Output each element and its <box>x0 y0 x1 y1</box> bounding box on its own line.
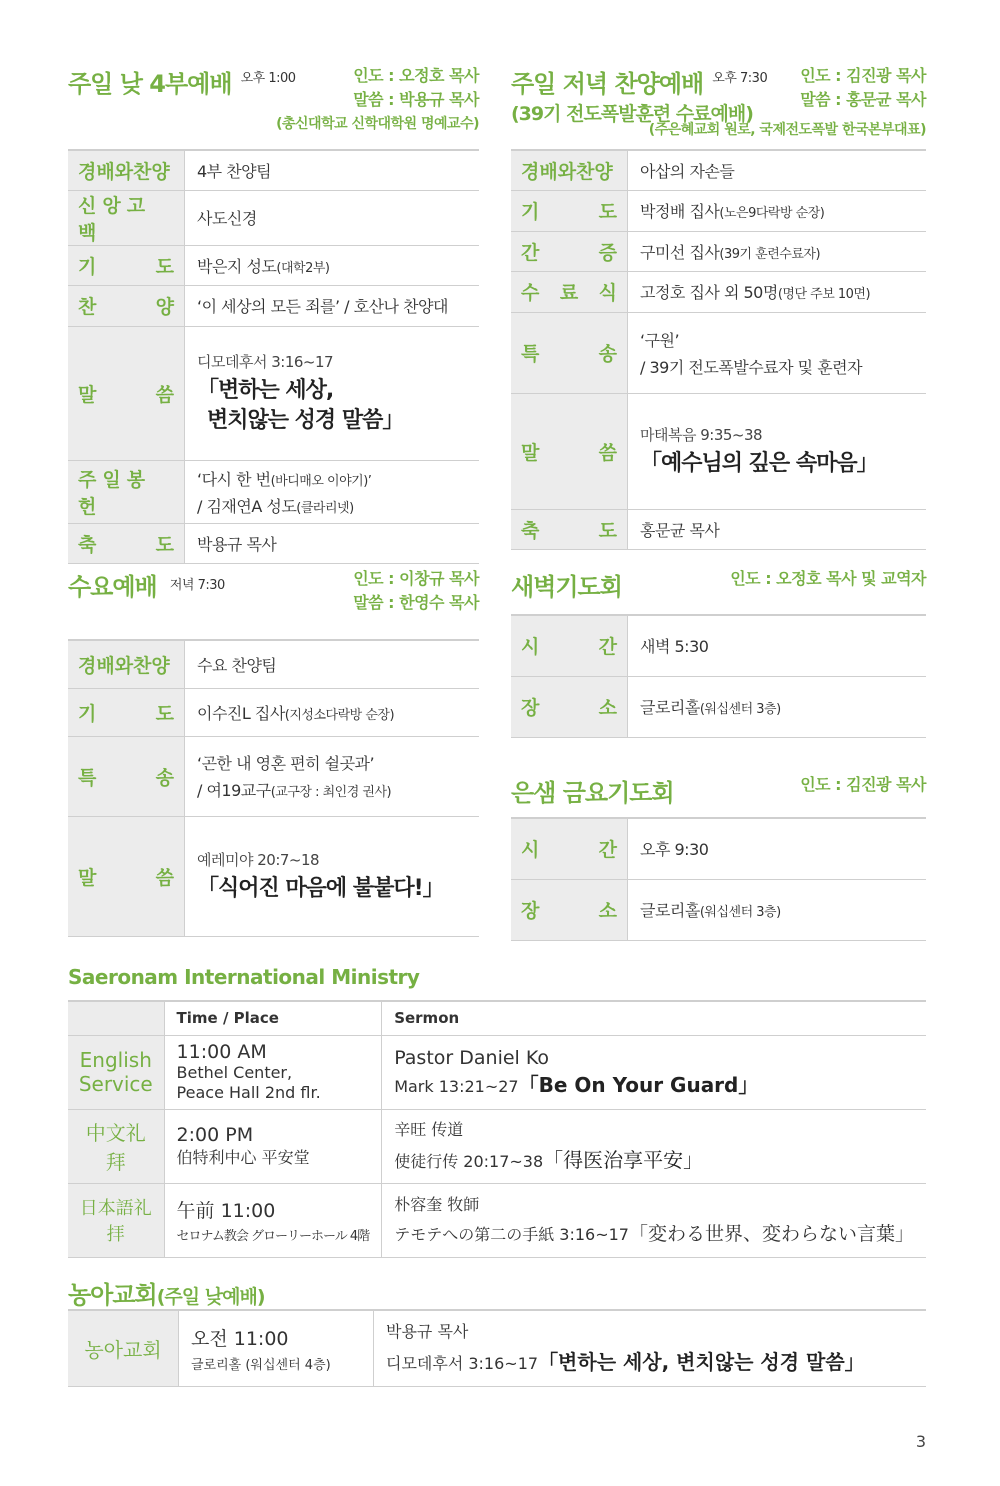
row-label: 경배와찬양 <box>511 150 628 190</box>
row-value: 박용규 목사 <box>185 523 480 563</box>
table-row <box>68 816 479 936</box>
table-row <box>68 190 479 245</box>
friday-table <box>511 817 926 941</box>
sermon-cell: 辛旺 传道 使徒行传 20:17~38「得医治享平安」 <box>382 1109 926 1183</box>
sermon-cell: Pastor Daniel Ko Mark 13:21~27「Be On Your Guard」 <box>382 1035 926 1109</box>
row-label: 기 도 <box>68 245 185 285</box>
sermon-ref: 디모데후서 3:16~17 <box>197 352 334 371</box>
deaf-table <box>68 1309 926 1387</box>
sunday4-info <box>276 64 479 136</box>
dawn-leader: 인도 : 오정호 목사 및 교역자 <box>730 569 926 588</box>
table-row <box>68 523 479 563</box>
row-label: 간 증 <box>511 231 628 271</box>
row-value: 사도신경 <box>185 190 480 245</box>
sunday4-table <box>68 149 479 564</box>
sundayeve-title-1: 주일 저녁 찬양예배 <box>511 70 704 98</box>
col-time-header: Time / Place <box>164 1001 382 1035</box>
sundayeve-table <box>511 149 926 550</box>
intl-title: Saeronam International Ministry <box>68 965 420 989</box>
sermon-title-2: 변치않는 성경 말씀」 <box>207 407 404 433</box>
table-row <box>68 150 479 190</box>
row-label: 시 간 <box>511 818 628 879</box>
table-row <box>68 736 479 816</box>
row-label: 시 간 <box>511 615 628 676</box>
offering-cell: ‘다시 한 번(바디매오 이야기)’ / 김재연A 성도(클라리넷) <box>185 460 480 523</box>
table-row <box>511 231 926 271</box>
row-label: 농아교회 <box>68 1310 179 1386</box>
sundayeve-info <box>800 64 926 112</box>
sunday4-time: 오후 1:00 <box>240 71 296 86</box>
row-value: 글로리홀(워십센터 3층) <box>628 879 927 940</box>
row-value: 이수진L 집사(지성소다락방 순장) <box>185 688 480 736</box>
sundayeve-time: 오후 7:30 <box>712 71 768 86</box>
table-row <box>511 615 926 676</box>
row-label: 日本語礼拝 <box>68 1183 164 1257</box>
row-value: 글로리홀(워십센터 3층) <box>628 676 927 737</box>
wednesday-title: 수요예배 <box>68 573 157 601</box>
table-row <box>68 1035 926 1109</box>
sermon-ref: 예레미야 20:7~18 <box>197 850 320 869</box>
table-row <box>511 676 926 737</box>
sunday4-preacher: 말씀 : 박용규 목사 <box>353 90 479 109</box>
row-label: 장 소 <box>511 676 628 737</box>
deaf-title-note: (주일 낮예배) <box>156 1286 265 1308</box>
table-row <box>68 245 479 285</box>
sunday4-header <box>68 64 296 99</box>
row-label: 축 도 <box>511 509 628 549</box>
row-label: 장 소 <box>511 879 628 940</box>
friday-title: 은샘 금요기도회 <box>511 779 674 807</box>
row-value: ‘이 세상의 모든 죄를’ / 호산나 찬양대 <box>185 285 480 326</box>
time-place-cell: 2:00 PM 伯特利中心 平安堂 <box>164 1109 382 1183</box>
row-label: 축 도 <box>68 523 185 563</box>
friday-leader: 인도 : 김진광 목사 <box>800 775 926 794</box>
sermon-title-1: 「변하는 세상, <box>197 377 334 403</box>
wednesday-leader: 인도 : 이창규 목사 <box>353 569 479 588</box>
table-row <box>511 509 926 549</box>
time-place-cell: 午前 11:00 セロナム教会 グローリーホール 4階 <box>164 1183 382 1257</box>
deaf-header <box>68 1275 265 1310</box>
wednesday-info <box>353 567 479 615</box>
sunday4-preacher-note: (총신대학교 신학대학원 명예교수) <box>276 116 479 132</box>
time-place-cell: 오전 11:00 글로리홀 (워십센터 4층) <box>179 1310 374 1386</box>
row-value: 박은지 성도(대학2부) <box>185 245 480 285</box>
row-value: 구미선 집사(39기 훈련수료자) <box>628 231 927 271</box>
row-value: 아삽의 자손들 <box>628 150 927 190</box>
table-row <box>511 271 926 312</box>
special-cell: ‘곤한 내 영혼 편히 쉴곳과’ / 여19교구(교구장 : 최인경 권사) <box>185 736 480 816</box>
row-value: 새벽 5:30 <box>628 615 927 676</box>
sundayeve-leader: 인도 : 김진광 목사 <box>800 66 926 85</box>
wednesday-preacher: 말씀 : 한영수 목사 <box>353 593 479 612</box>
row-value: 박정배 집사(노은9다락방 순장) <box>628 190 927 231</box>
row-label: 특 송 <box>511 312 628 393</box>
table-row <box>68 460 479 523</box>
sunday4-title: 주일 낮 4부예배 <box>68 70 232 98</box>
row-label: 경배와찬양 <box>68 640 185 688</box>
row-label: 경배와찬양 <box>68 150 185 190</box>
row-label: 말 씀 <box>68 326 185 460</box>
table-row <box>68 1109 926 1183</box>
sunday4-leader: 인도 : 오정호 목사 <box>353 66 479 85</box>
row-label: 말 씀 <box>511 393 628 509</box>
wednesday-time: 저녁 7:30 <box>169 578 225 593</box>
row-label: 中文礼拜 <box>68 1109 164 1183</box>
table-row <box>511 312 926 393</box>
table-row <box>511 818 926 879</box>
wednesday-header <box>68 567 225 602</box>
table-row <box>511 879 926 940</box>
page-number: 3 <box>915 1432 926 1451</box>
intl-table <box>68 1000 926 1258</box>
table-row <box>68 640 479 688</box>
sermon-title: 「식어진 마음에 불붙다!」 <box>197 875 444 901</box>
time-place-cell: 11:00 AM Bethel Center, Peace Hall 2nd flr. <box>164 1035 382 1109</box>
table-row <box>68 688 479 736</box>
table-row <box>68 1183 926 1257</box>
row-label: 말 씀 <box>68 816 185 936</box>
row-label: 기 도 <box>511 190 628 231</box>
dawn-title: 새벽기도회 <box>511 573 622 601</box>
sundayeve-title-2: (39기 전도폭발훈련 수료예배) <box>511 103 753 125</box>
sundayeve-preacher: 말씀 : 홍문균 목사 <box>800 90 926 109</box>
sermon-ref: 마태복음 9:35~38 <box>640 425 763 444</box>
row-label: 기 도 <box>68 688 185 736</box>
wednesday-table <box>68 639 479 937</box>
row-value: 고정호 집사 외 50명(명단 주보 10면) <box>628 271 927 312</box>
row-value: 수요 찬양팀 <box>185 640 480 688</box>
sermon-cell <box>185 816 480 936</box>
row-label: 특 송 <box>68 736 185 816</box>
table-row <box>511 393 926 509</box>
row-value: 홍문균 목사 <box>628 509 927 549</box>
row-value: 오후 9:30 <box>628 818 927 879</box>
row-label: English Service <box>68 1035 164 1109</box>
row-value: 4부 찬양팀 <box>185 150 480 190</box>
dawn-table <box>511 614 926 738</box>
table-row <box>68 326 479 460</box>
special-cell: ‘구원’ / 39기 전도폭발수료자 및 훈련자 <box>628 312 927 393</box>
table-row <box>68 1310 926 1386</box>
sundayeve-preacher-note: (주은혜교회 원로, 국제전도폭발 한국본부대표) <box>648 122 926 138</box>
table-row <box>511 150 926 190</box>
sundayeve-header <box>511 64 767 126</box>
table-row <box>511 190 926 231</box>
sermon-cell <box>628 393 927 509</box>
sermon-cell: 朴容奎 牧師 テモテへの第二の手紙 3:16~17「変わる世界、変わらない言葉」 <box>382 1183 926 1257</box>
sermon-cell <box>185 326 480 460</box>
row-label: 수 료 식 <box>511 271 628 312</box>
col-sermon-header: Sermon <box>382 1001 926 1035</box>
row-label: 찬 양 <box>68 285 185 326</box>
sermon-cell: 박용규 목사 디모데후서 3:16~17「변하는 세상, 변치않는 성경 말씀」 <box>374 1310 927 1386</box>
deaf-title: 농아교회 <box>68 1281 157 1309</box>
table-row <box>68 1001 926 1035</box>
row-label: 신앙고백 <box>68 190 185 245</box>
row-label: 주일봉헌 <box>68 460 185 523</box>
sermon-title: 「예수님의 깊은 속마음」 <box>640 450 878 476</box>
table-row <box>68 285 479 326</box>
